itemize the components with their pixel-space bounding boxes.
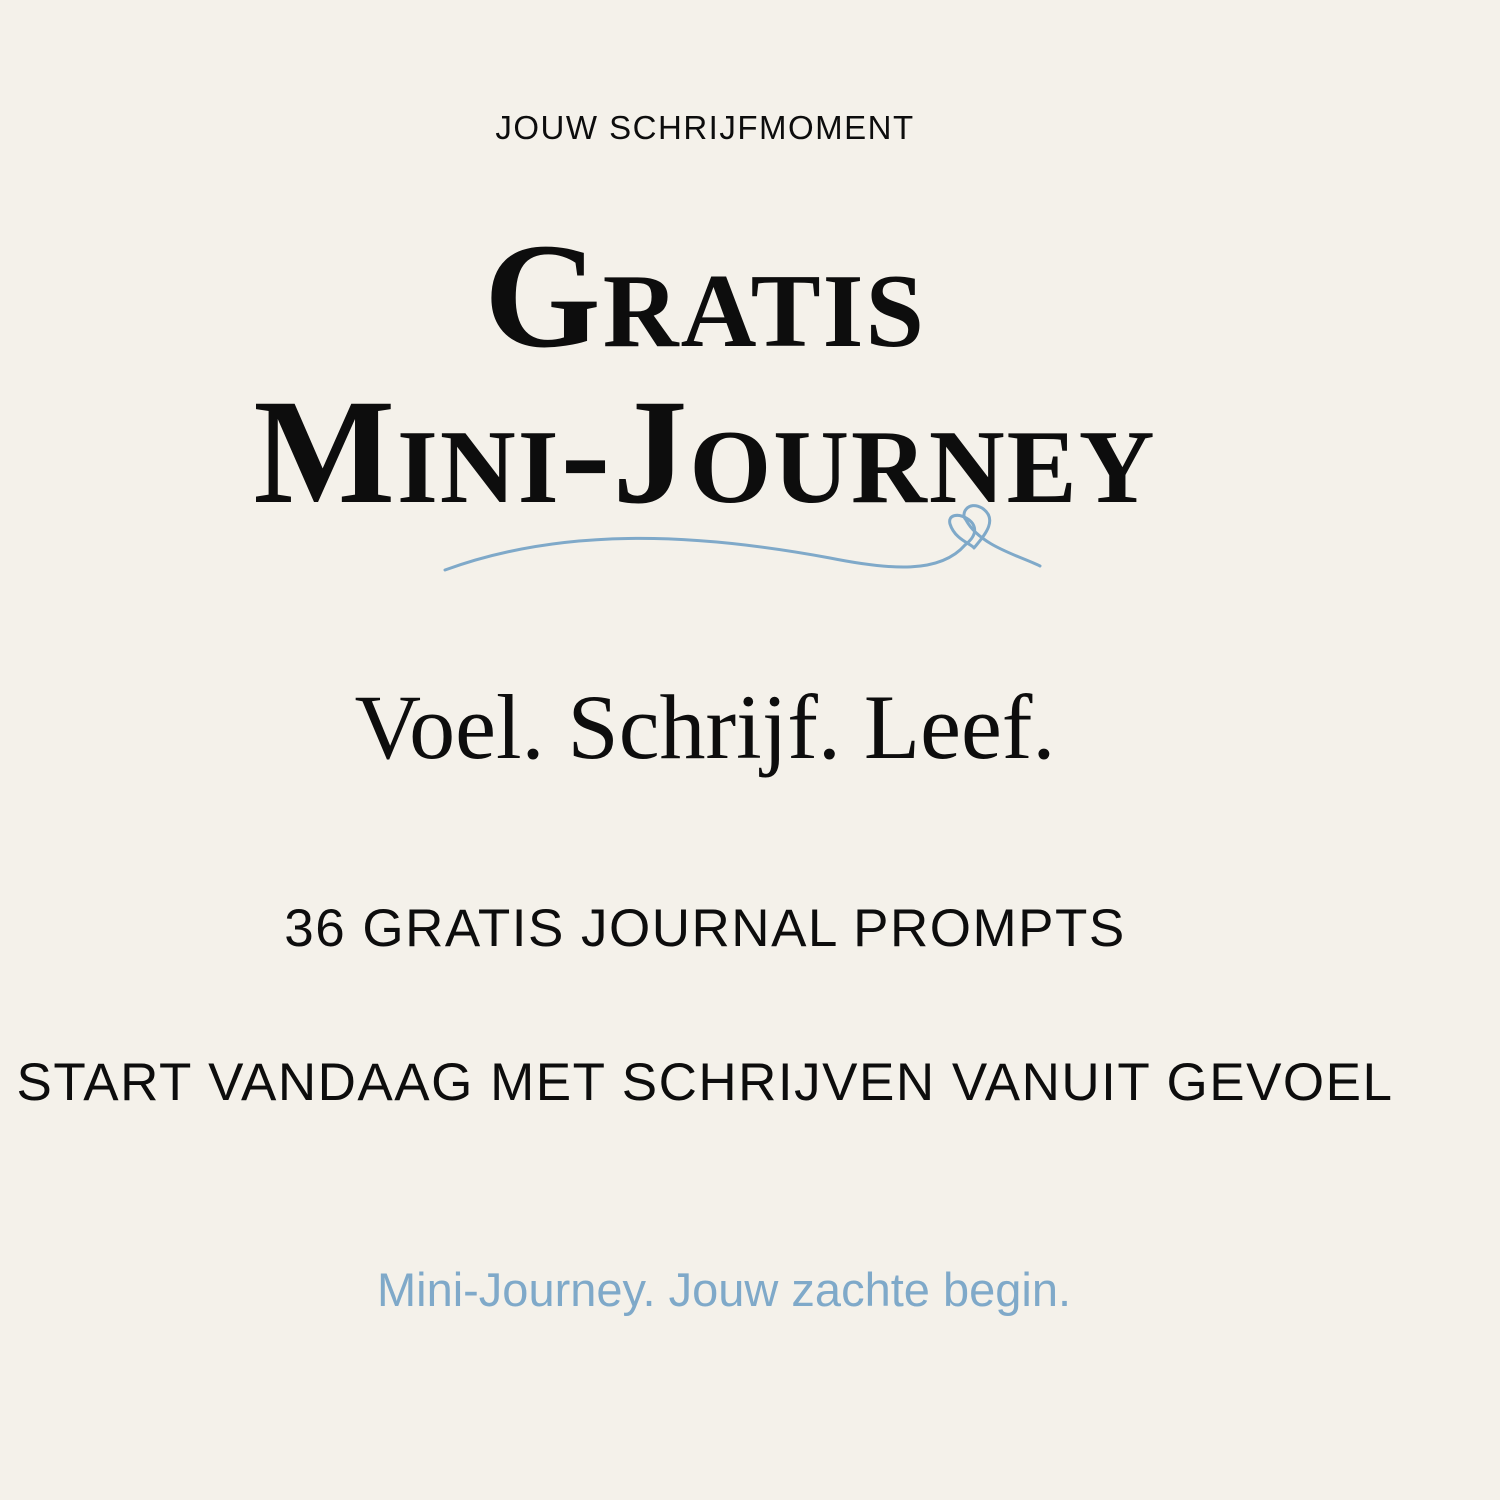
eyebrow-label: JOUW SCHRIJFMOMENT bbox=[495, 109, 915, 146]
title-line-2: Mini-Journey bbox=[253, 369, 1157, 535]
feature-prompts: 36 GRATIS JOURNAL PROMPTS bbox=[284, 899, 1126, 958]
tagline: Voel. Schrijf. Leef. bbox=[354, 676, 1056, 778]
title-line-1: Gratis bbox=[484, 213, 926, 379]
heart-swoosh-icon bbox=[440, 500, 1050, 580]
feature-start: START VANDAAG MET SCHRIJVEN VANUIT GEVOEL bbox=[16, 1053, 1394, 1112]
closing-line: Mini-Journey. Jouw zachte begin. bbox=[376, 1263, 1072, 1316]
